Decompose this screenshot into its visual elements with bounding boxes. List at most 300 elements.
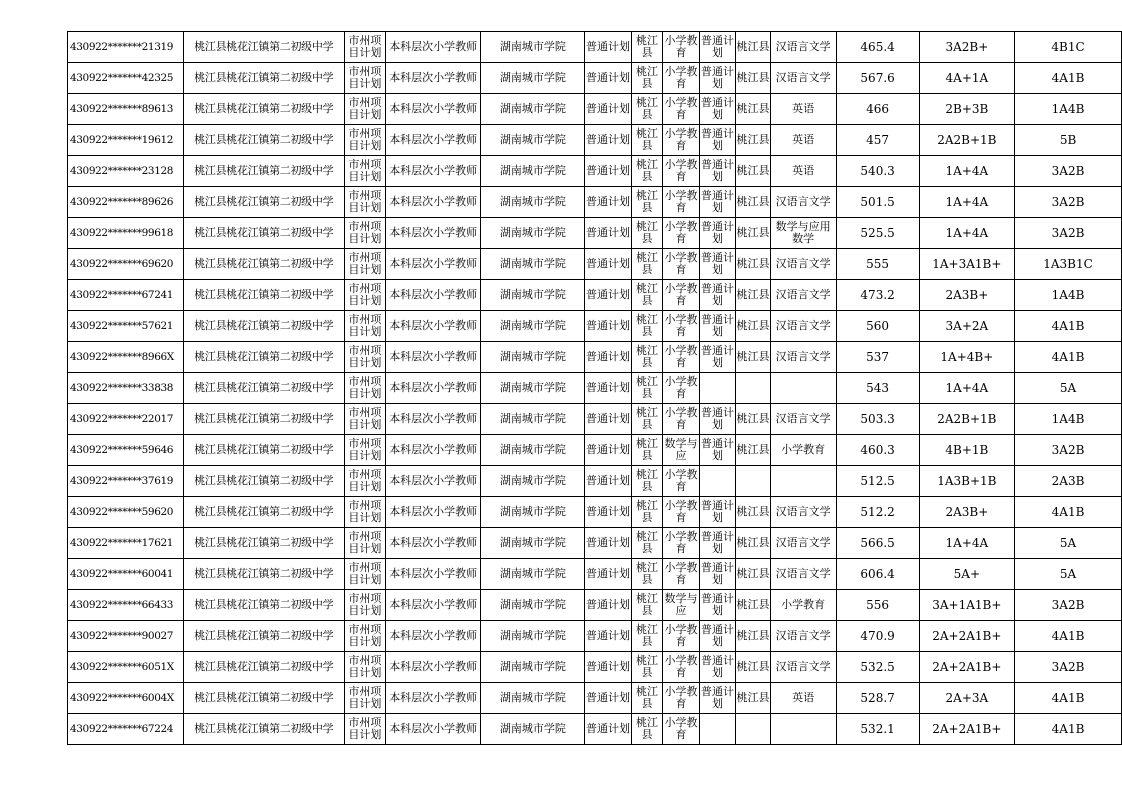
score-cell: 543 bbox=[836, 373, 919, 404]
table-row bbox=[68, 497, 1122, 528]
plan-cell: 普通计划 bbox=[585, 590, 631, 621]
project-cell: 市州项目计划 bbox=[344, 187, 385, 218]
county2-cell: 桃江县 bbox=[736, 187, 771, 218]
grade2-cell: 4A1B bbox=[1015, 714, 1122, 745]
county2-cell: 桃江县 bbox=[736, 652, 771, 683]
level-cell: 本科层次小学教师 bbox=[386, 63, 481, 94]
county-cell: 桃江县 bbox=[631, 373, 663, 404]
score-cell: 465.4 bbox=[836, 32, 919, 63]
table-body bbox=[68, 32, 1122, 745]
plan2-cell: 普通计划 bbox=[699, 342, 735, 373]
county-cell: 桃江县 bbox=[631, 32, 663, 63]
score-cell: 560 bbox=[836, 311, 919, 342]
college-cell: 湖南城市学院 bbox=[481, 125, 585, 156]
plan-cell: 普通计划 bbox=[585, 63, 631, 94]
school-cell: 桃江县桃花江镇第二初级中学 bbox=[183, 683, 344, 714]
school-cell: 桃江县桃花江镇第二初级中学 bbox=[183, 94, 344, 125]
level-cell: 本科层次小学教师 bbox=[386, 311, 481, 342]
grade1-cell: 3A+1A1B+ bbox=[919, 590, 1014, 621]
level-cell: 本科层次小学教师 bbox=[386, 621, 481, 652]
major2-cell: 汉语言文学 bbox=[770, 280, 836, 311]
college-cell: 湖南城市学院 bbox=[481, 466, 585, 497]
level-cell: 本科层次小学教师 bbox=[386, 652, 481, 683]
grade1-cell: 2B+3B bbox=[919, 94, 1014, 125]
id-cell: 430922*******19612 bbox=[68, 125, 184, 156]
plan2-cell: 普通计划 bbox=[699, 32, 735, 63]
county2-cell: 桃江县 bbox=[736, 63, 771, 94]
grade1-cell: 1A+4A bbox=[919, 156, 1014, 187]
county2-cell: 桃江县 bbox=[736, 156, 771, 187]
grade2-cell: 3A2B bbox=[1015, 218, 1122, 249]
county2-cell: 桃江县 bbox=[736, 125, 771, 156]
college-cell: 湖南城市学院 bbox=[481, 683, 585, 714]
major2-cell: 汉语言文学 bbox=[770, 187, 836, 218]
school-cell: 桃江县桃花江镇第二初级中学 bbox=[183, 63, 344, 94]
id-cell: 430922*******67241 bbox=[68, 280, 184, 311]
id-cell: 430922*******37619 bbox=[68, 466, 184, 497]
table-row bbox=[68, 187, 1122, 218]
project-cell: 市州项目计划 bbox=[344, 528, 385, 559]
id-cell: 430922*******90027 bbox=[68, 621, 184, 652]
major2-cell bbox=[770, 466, 836, 497]
level-cell: 本科层次小学教师 bbox=[386, 497, 481, 528]
major-cell: 小学教育 bbox=[663, 714, 699, 745]
plan2-cell: 普通计划 bbox=[699, 280, 735, 311]
score-cell: 470.9 bbox=[836, 621, 919, 652]
county2-cell: 桃江县 bbox=[736, 218, 771, 249]
grade2-cell: 5A bbox=[1015, 373, 1122, 404]
major-cell: 小学教育 bbox=[663, 63, 699, 94]
score-cell: 512.2 bbox=[836, 497, 919, 528]
school-cell: 桃江县桃花江镇第二初级中学 bbox=[183, 156, 344, 187]
score-cell: 540.3 bbox=[836, 156, 919, 187]
grade1-cell: 3A+2A bbox=[919, 311, 1014, 342]
grade2-cell: 5A bbox=[1015, 559, 1122, 590]
county-cell: 桃江县 bbox=[631, 559, 663, 590]
county-cell: 桃江县 bbox=[631, 404, 663, 435]
grade2-cell: 4B1C bbox=[1015, 32, 1122, 63]
project-cell: 市州项目计划 bbox=[344, 218, 385, 249]
project-cell: 市州项目计划 bbox=[344, 404, 385, 435]
grade1-cell: 4B+1B bbox=[919, 435, 1014, 466]
college-cell: 湖南城市学院 bbox=[481, 280, 585, 311]
major-cell: 小学教育 bbox=[663, 683, 699, 714]
project-cell: 市州项目计划 bbox=[344, 125, 385, 156]
plan2-cell: 普通计划 bbox=[699, 621, 735, 652]
school-cell: 桃江县桃花江镇第二初级中学 bbox=[183, 187, 344, 218]
county-cell: 桃江县 bbox=[631, 621, 663, 652]
plan2-cell: 普通计划 bbox=[699, 125, 735, 156]
score-cell: 512.5 bbox=[836, 466, 919, 497]
plan-cell: 普通计划 bbox=[585, 714, 631, 745]
grade2-cell: 3A2B bbox=[1015, 590, 1122, 621]
level-cell: 本科层次小学教师 bbox=[386, 94, 481, 125]
major2-cell: 汉语言文学 bbox=[770, 63, 836, 94]
major-cell: 小学教育 bbox=[663, 125, 699, 156]
project-cell: 市州项目计划 bbox=[344, 373, 385, 404]
level-cell: 本科层次小学教师 bbox=[386, 249, 481, 280]
table-row bbox=[68, 466, 1122, 497]
school-cell: 桃江县桃花江镇第二初级中学 bbox=[183, 373, 344, 404]
grade1-cell: 1A+4A bbox=[919, 373, 1014, 404]
major-cell: 小学教育 bbox=[663, 311, 699, 342]
plan2-cell: 普通计划 bbox=[699, 497, 735, 528]
major2-cell bbox=[770, 373, 836, 404]
major-cell: 小学教育 bbox=[663, 404, 699, 435]
id-cell: 430922*******89626 bbox=[68, 187, 184, 218]
table-row bbox=[68, 590, 1122, 621]
major2-cell: 英语 bbox=[770, 683, 836, 714]
plan2-cell: 普通计划 bbox=[699, 63, 735, 94]
county-cell: 桃江县 bbox=[631, 714, 663, 745]
major2-cell: 小学教育 bbox=[770, 590, 836, 621]
level-cell: 本科层次小学教师 bbox=[386, 218, 481, 249]
major-cell: 小学教育 bbox=[663, 94, 699, 125]
school-cell: 桃江县桃花江镇第二初级中学 bbox=[183, 528, 344, 559]
major2-cell bbox=[770, 714, 836, 745]
grade2-cell: 2A3B bbox=[1015, 466, 1122, 497]
id-cell: 430922*******99618 bbox=[68, 218, 184, 249]
project-cell: 市州项目计划 bbox=[344, 63, 385, 94]
score-cell: 606.4 bbox=[836, 559, 919, 590]
county-cell: 桃江县 bbox=[631, 249, 663, 280]
college-cell: 湖南城市学院 bbox=[481, 63, 585, 94]
plan2-cell: 普通计划 bbox=[699, 435, 735, 466]
school-cell: 桃江县桃花江镇第二初级中学 bbox=[183, 621, 344, 652]
id-cell: 430922*******69620 bbox=[68, 249, 184, 280]
plan-cell: 普通计划 bbox=[585, 373, 631, 404]
table-row bbox=[68, 218, 1122, 249]
county2-cell bbox=[736, 714, 771, 745]
plan2-cell: 普通计划 bbox=[699, 528, 735, 559]
grade2-cell: 3A2B bbox=[1015, 187, 1122, 218]
table-row bbox=[68, 32, 1122, 63]
grade1-cell: 2A3B+ bbox=[919, 280, 1014, 311]
table-row bbox=[68, 342, 1122, 373]
project-cell: 市州项目计划 bbox=[344, 249, 385, 280]
grade1-cell: 1A+4A bbox=[919, 187, 1014, 218]
level-cell: 本科层次小学教师 bbox=[386, 590, 481, 621]
grade2-cell: 1A4B bbox=[1015, 280, 1122, 311]
score-cell: 466 bbox=[836, 94, 919, 125]
grade1-cell: 2A+2A1B+ bbox=[919, 621, 1014, 652]
school-cell: 桃江县桃花江镇第二初级中学 bbox=[183, 125, 344, 156]
table-row bbox=[68, 559, 1122, 590]
level-cell: 本科层次小学教师 bbox=[386, 187, 481, 218]
table-row bbox=[68, 156, 1122, 187]
plan2-cell: 普通计划 bbox=[699, 559, 735, 590]
level-cell: 本科层次小学教师 bbox=[386, 683, 481, 714]
county2-cell: 桃江县 bbox=[736, 32, 771, 63]
major-cell: 小学教育 bbox=[663, 497, 699, 528]
grade2-cell: 1A4B bbox=[1015, 94, 1122, 125]
major2-cell: 汉语言文学 bbox=[770, 249, 836, 280]
major-cell: 小学教育 bbox=[663, 342, 699, 373]
id-cell: 430922*******42325 bbox=[68, 63, 184, 94]
major2-cell: 英语 bbox=[770, 125, 836, 156]
college-cell: 湖南城市学院 bbox=[481, 714, 585, 745]
score-cell: 528.7 bbox=[836, 683, 919, 714]
school-cell: 桃江县桃花江镇第二初级中学 bbox=[183, 218, 344, 249]
grade2-cell: 4A1B bbox=[1015, 683, 1122, 714]
grade1-cell: 1A+4A bbox=[919, 218, 1014, 249]
plan-cell: 普通计划 bbox=[585, 404, 631, 435]
project-cell: 市州项目计划 bbox=[344, 156, 385, 187]
level-cell: 本科层次小学教师 bbox=[386, 32, 481, 63]
project-cell: 市州项目计划 bbox=[344, 621, 385, 652]
school-cell: 桃江县桃花江镇第二初级中学 bbox=[183, 342, 344, 373]
project-cell: 市州项目计划 bbox=[344, 559, 385, 590]
school-cell: 桃江县桃花江镇第二初级中学 bbox=[183, 249, 344, 280]
college-cell: 湖南城市学院 bbox=[481, 218, 585, 249]
level-cell: 本科层次小学教师 bbox=[386, 156, 481, 187]
college-cell: 湖南城市学院 bbox=[481, 528, 585, 559]
grade2-cell: 3A2B bbox=[1015, 156, 1122, 187]
major-cell: 小学教育 bbox=[663, 156, 699, 187]
county-cell: 桃江县 bbox=[631, 590, 663, 621]
grade1-cell: 2A+2A1B+ bbox=[919, 652, 1014, 683]
table-row bbox=[68, 311, 1122, 342]
plan2-cell: 普通计划 bbox=[699, 218, 735, 249]
score-cell: 525.5 bbox=[836, 218, 919, 249]
table-row bbox=[68, 404, 1122, 435]
county2-cell: 桃江县 bbox=[736, 683, 771, 714]
project-cell: 市州项目计划 bbox=[344, 466, 385, 497]
level-cell: 本科层次小学教师 bbox=[386, 435, 481, 466]
grade1-cell: 1A3B+1B bbox=[919, 466, 1014, 497]
table-row bbox=[68, 528, 1122, 559]
score-cell: 556 bbox=[836, 590, 919, 621]
plan-cell: 普通计划 bbox=[585, 652, 631, 683]
table-row bbox=[68, 249, 1122, 280]
major-cell: 小学教育 bbox=[663, 280, 699, 311]
table-row bbox=[68, 94, 1122, 125]
school-cell: 桃江县桃花江镇第二初级中学 bbox=[183, 497, 344, 528]
county-cell: 桃江县 bbox=[631, 466, 663, 497]
major-cell: 小学教育 bbox=[663, 32, 699, 63]
id-cell: 430922*******59646 bbox=[68, 435, 184, 466]
table-row bbox=[68, 683, 1122, 714]
grade1-cell: 2A2B+1B bbox=[919, 125, 1014, 156]
grade1-cell: 2A3B+ bbox=[919, 497, 1014, 528]
grade2-cell: 1A3B1C bbox=[1015, 249, 1122, 280]
county-cell: 桃江县 bbox=[631, 311, 663, 342]
college-cell: 湖南城市学院 bbox=[481, 342, 585, 373]
major2-cell: 汉语言文学 bbox=[770, 528, 836, 559]
id-cell: 430922*******8966X bbox=[68, 342, 184, 373]
county-cell: 桃江县 bbox=[631, 435, 663, 466]
id-cell: 430922*******33838 bbox=[68, 373, 184, 404]
score-cell: 537 bbox=[836, 342, 919, 373]
college-cell: 湖南城市学院 bbox=[481, 187, 585, 218]
project-cell: 市州项目计划 bbox=[344, 311, 385, 342]
plan2-cell bbox=[699, 714, 735, 745]
grade1-cell: 4A+1A bbox=[919, 63, 1014, 94]
project-cell: 市州项目计划 bbox=[344, 342, 385, 373]
id-cell: 430922*******59620 bbox=[68, 497, 184, 528]
county-cell: 桃江县 bbox=[631, 683, 663, 714]
level-cell: 本科层次小学教师 bbox=[386, 280, 481, 311]
id-cell: 430922*******23128 bbox=[68, 156, 184, 187]
plan2-cell: 普通计划 bbox=[699, 683, 735, 714]
major-cell: 小学教育 bbox=[663, 466, 699, 497]
table-row bbox=[68, 373, 1122, 404]
plan-cell: 普通计划 bbox=[585, 249, 631, 280]
county2-cell: 桃江县 bbox=[736, 559, 771, 590]
id-cell: 430922*******21319 bbox=[68, 32, 184, 63]
major2-cell: 小学教育 bbox=[770, 435, 836, 466]
score-cell: 501.5 bbox=[836, 187, 919, 218]
college-cell: 湖南城市学院 bbox=[481, 373, 585, 404]
school-cell: 桃江县桃花江镇第二初级中学 bbox=[183, 466, 344, 497]
project-cell: 市州项目计划 bbox=[344, 280, 385, 311]
table-row bbox=[68, 280, 1122, 311]
grade2-cell: 3A2B bbox=[1015, 435, 1122, 466]
project-cell: 市州项目计划 bbox=[344, 435, 385, 466]
score-cell: 460.3 bbox=[836, 435, 919, 466]
grade2-cell: 1A4B bbox=[1015, 404, 1122, 435]
county-cell: 桃江县 bbox=[631, 125, 663, 156]
college-cell: 湖南城市学院 bbox=[481, 32, 585, 63]
score-cell: 566.5 bbox=[836, 528, 919, 559]
college-cell: 湖南城市学院 bbox=[481, 94, 585, 125]
grade2-cell: 4A1B bbox=[1015, 63, 1122, 94]
grade1-cell: 1A+4A bbox=[919, 528, 1014, 559]
school-cell: 桃江县桃花江镇第二初级中学 bbox=[183, 435, 344, 466]
school-cell: 桃江县桃花江镇第二初级中学 bbox=[183, 311, 344, 342]
major2-cell: 汉语言文学 bbox=[770, 621, 836, 652]
plan2-cell: 普通计划 bbox=[699, 156, 735, 187]
major2-cell: 汉语言文学 bbox=[770, 311, 836, 342]
major-cell: 小学教育 bbox=[663, 621, 699, 652]
id-cell: 430922*******66433 bbox=[68, 590, 184, 621]
county2-cell: 桃江县 bbox=[736, 621, 771, 652]
college-cell: 湖南城市学院 bbox=[481, 435, 585, 466]
county2-cell bbox=[736, 466, 771, 497]
plan-cell: 普通计划 bbox=[585, 32, 631, 63]
enrollment-table bbox=[67, 31, 1122, 745]
score-cell: 567.6 bbox=[836, 63, 919, 94]
score-cell: 473.2 bbox=[836, 280, 919, 311]
major-cell: 小学教育 bbox=[663, 652, 699, 683]
table-row bbox=[68, 621, 1122, 652]
college-cell: 湖南城市学院 bbox=[481, 497, 585, 528]
level-cell: 本科层次小学教师 bbox=[386, 559, 481, 590]
county-cell: 桃江县 bbox=[631, 528, 663, 559]
level-cell: 本科层次小学教师 bbox=[386, 342, 481, 373]
school-cell: 桃江县桃花江镇第二初级中学 bbox=[183, 404, 344, 435]
county2-cell: 桃江县 bbox=[736, 590, 771, 621]
school-cell: 桃江县桃花江镇第二初级中学 bbox=[183, 559, 344, 590]
major2-cell: 英语 bbox=[770, 156, 836, 187]
plan2-cell: 普通计划 bbox=[699, 94, 735, 125]
county-cell: 桃江县 bbox=[631, 218, 663, 249]
college-cell: 湖南城市学院 bbox=[481, 559, 585, 590]
major-cell: 小学教育 bbox=[663, 528, 699, 559]
major2-cell: 汉语言文学 bbox=[770, 652, 836, 683]
project-cell: 市州项目计划 bbox=[344, 590, 385, 621]
county2-cell bbox=[736, 373, 771, 404]
plan-cell: 普通计划 bbox=[585, 156, 631, 187]
plan-cell: 普通计划 bbox=[585, 342, 631, 373]
grade2-cell: 5A bbox=[1015, 528, 1122, 559]
county-cell: 桃江县 bbox=[631, 63, 663, 94]
id-cell: 430922*******6004X bbox=[68, 683, 184, 714]
major2-cell: 数学与应用数学 bbox=[770, 218, 836, 249]
id-cell: 430922*******89613 bbox=[68, 94, 184, 125]
county2-cell: 桃江县 bbox=[736, 249, 771, 280]
grade1-cell: 3A2B+ bbox=[919, 32, 1014, 63]
school-cell: 桃江县桃花江镇第二初级中学 bbox=[183, 280, 344, 311]
major-cell: 数学与应 bbox=[663, 435, 699, 466]
grade1-cell: 2A+2A1B+ bbox=[919, 714, 1014, 745]
plan-cell: 普通计划 bbox=[585, 559, 631, 590]
major2-cell: 汉语言文学 bbox=[770, 342, 836, 373]
plan2-cell: 普通计划 bbox=[699, 652, 735, 683]
plan2-cell: 普通计划 bbox=[699, 311, 735, 342]
county-cell: 桃江县 bbox=[631, 342, 663, 373]
major2-cell: 汉语言文学 bbox=[770, 32, 836, 63]
college-cell: 湖南城市学院 bbox=[481, 156, 585, 187]
grade2-cell: 4A1B bbox=[1015, 621, 1122, 652]
county-cell: 桃江县 bbox=[631, 94, 663, 125]
project-cell: 市州项目计划 bbox=[344, 714, 385, 745]
county2-cell: 桃江县 bbox=[736, 404, 771, 435]
plan2-cell: 普通计划 bbox=[699, 249, 735, 280]
plan2-cell bbox=[699, 373, 735, 404]
table-row bbox=[68, 125, 1122, 156]
level-cell: 本科层次小学教师 bbox=[386, 125, 481, 156]
plan-cell: 普通计划 bbox=[585, 311, 631, 342]
plan-cell: 普通计划 bbox=[585, 125, 631, 156]
score-cell: 457 bbox=[836, 125, 919, 156]
county2-cell: 桃江县 bbox=[736, 342, 771, 373]
grade1-cell: 1A+3A1B+ bbox=[919, 249, 1014, 280]
major2-cell: 英语 bbox=[770, 94, 836, 125]
county2-cell: 桃江县 bbox=[736, 528, 771, 559]
major-cell: 小学教育 bbox=[663, 187, 699, 218]
plan-cell: 普通计划 bbox=[585, 621, 631, 652]
table-row bbox=[68, 652, 1122, 683]
project-cell: 市州项目计划 bbox=[344, 683, 385, 714]
level-cell: 本科层次小学教师 bbox=[386, 404, 481, 435]
level-cell: 本科层次小学教师 bbox=[386, 373, 481, 404]
grade2-cell: 4A1B bbox=[1015, 342, 1122, 373]
table-row bbox=[68, 63, 1122, 94]
score-cell: 532.5 bbox=[836, 652, 919, 683]
grade2-cell: 5B bbox=[1015, 125, 1122, 156]
major-cell: 小学教育 bbox=[663, 249, 699, 280]
county2-cell: 桃江县 bbox=[736, 311, 771, 342]
plan-cell: 普通计划 bbox=[585, 280, 631, 311]
major-cell: 小学教育 bbox=[663, 373, 699, 404]
id-cell: 430922*******67224 bbox=[68, 714, 184, 745]
plan-cell: 普通计划 bbox=[585, 435, 631, 466]
table-row bbox=[68, 435, 1122, 466]
id-cell: 430922*******17621 bbox=[68, 528, 184, 559]
level-cell: 本科层次小学教师 bbox=[386, 528, 481, 559]
plan-cell: 普通计划 bbox=[585, 683, 631, 714]
level-cell: 本科层次小学教师 bbox=[386, 714, 481, 745]
project-cell: 市州项目计划 bbox=[344, 497, 385, 528]
plan-cell: 普通计划 bbox=[585, 187, 631, 218]
school-cell: 桃江县桃花江镇第二初级中学 bbox=[183, 32, 344, 63]
county2-cell: 桃江县 bbox=[736, 280, 771, 311]
plan2-cell: 普通计划 bbox=[699, 590, 735, 621]
score-cell: 503.3 bbox=[836, 404, 919, 435]
plan-cell: 普通计划 bbox=[585, 466, 631, 497]
major-cell: 数学与应 bbox=[663, 590, 699, 621]
